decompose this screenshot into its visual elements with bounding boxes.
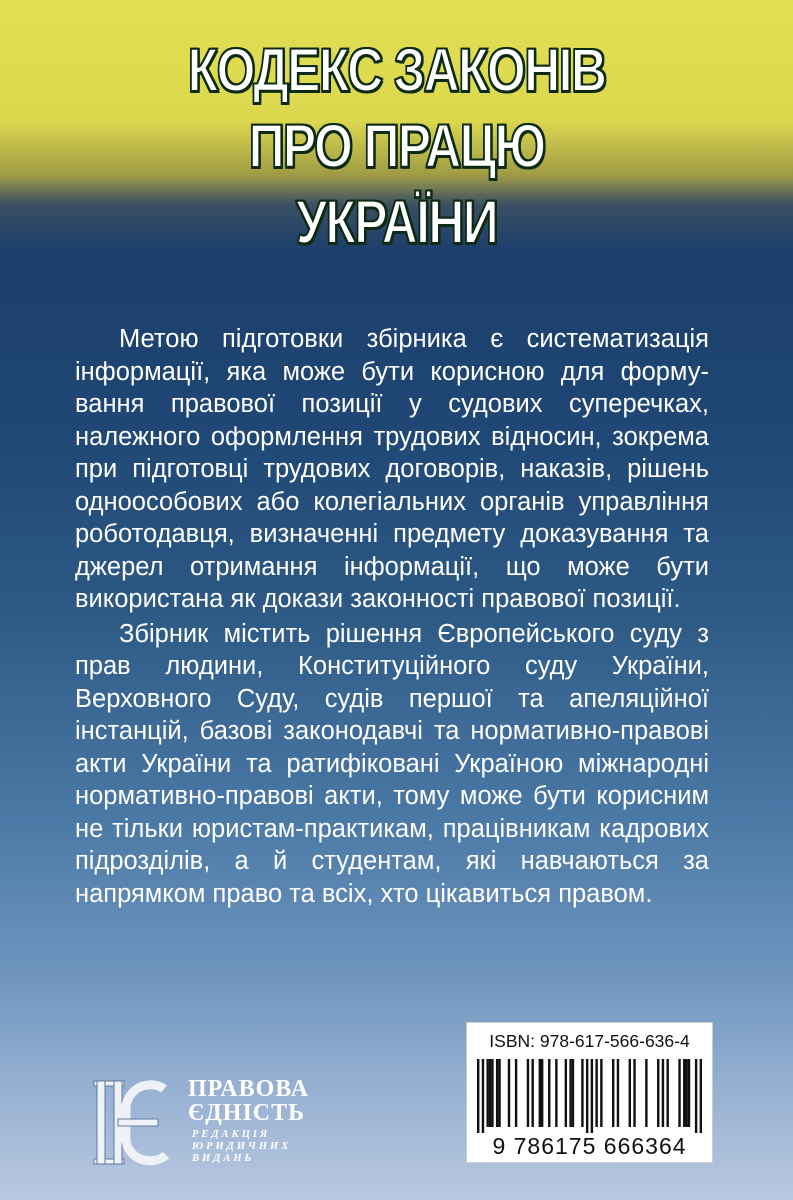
barcode-bar: [688, 1059, 690, 1127]
barcode-bar: [491, 1059, 493, 1127]
isbn-label: ISBN: 978-617-566-636-4: [489, 1031, 690, 1051]
barcode-bar: [539, 1059, 541, 1127]
barcode-bar: [489, 1059, 491, 1127]
barcode-bar: [685, 1059, 687, 1127]
barcode-bar: [569, 1059, 571, 1127]
barcode-bar: [565, 1059, 567, 1127]
barcode-bar: [498, 1059, 500, 1127]
isbn-barcode-box: [466, 1022, 713, 1163]
barcode-bar: [666, 1059, 668, 1127]
title-line-3: УКРАЇНИ: [295, 188, 498, 256]
barcode-bar: [612, 1059, 614, 1127]
barcode-bar: [555, 1059, 557, 1127]
barcode-bar: [633, 1059, 635, 1127]
barcode-bar: [496, 1059, 498, 1127]
barcode-bar: [657, 1059, 659, 1127]
barcode-bar: [548, 1059, 550, 1127]
barcode-bar: [477, 1059, 479, 1133]
title-line-1: КОДЕКС ЗАКОНІВ: [187, 36, 606, 104]
barcode-bar: [678, 1059, 680, 1127]
description-paragraph-2: Збірник містить рішення Європейського суду з прав людини, Конституційного суду України, Верховного Суду, судів першої та апеляційної інстанцій, базові законодавчі та нормативно-правові акти України та ратифіковані Україною міжнародні нормативно-правові акти, тому може бути корисним не тільки юристам-практикам, працівникам кадрових підрозділів, а й студентам, які навчаються за напрямком право та всіх, хто цікавиться правом.: [75, 619, 709, 908]
barcode-bar: [700, 1059, 702, 1133]
barcode-bar: [586, 1059, 588, 1133]
barcode-bar: [645, 1059, 647, 1127]
publisher-name: [188, 1077, 309, 1125]
barcode-bar: [515, 1059, 517, 1127]
barcode-bar: [595, 1059, 597, 1127]
barcode-bar: [683, 1059, 685, 1127]
publisher-logo: [88, 1075, 408, 1170]
publisher-name-line-2: ЄДНІСТЬ: [188, 1100, 306, 1126]
barcode-bar: [662, 1059, 664, 1127]
book-title: [0, 32, 793, 260]
isbn-digits: 9 786175 666364: [492, 1133, 687, 1159]
barcode-bar: [527, 1059, 529, 1127]
publisher-subtitle-line-3: ВИДАНЬ: [192, 1153, 255, 1164]
description-text: [75, 323, 709, 910]
publisher-logo-icon: [88, 1075, 183, 1170]
barcode-bar: [541, 1059, 543, 1127]
barcode-bar: [572, 1059, 574, 1127]
barcode-bar: [508, 1059, 510, 1127]
publisher-name-line-1: ПРАВОВА: [188, 1076, 310, 1102]
barcode-bar: [591, 1059, 593, 1133]
publisher-subtitle-line-2: ЮРИДИЧНИХ: [192, 1141, 292, 1152]
barcode-bar: [581, 1059, 583, 1127]
barcode-bar: [531, 1059, 533, 1127]
barcode-bar: [629, 1059, 631, 1127]
barcode-bar: [486, 1059, 488, 1127]
publisher-subtitle: [192, 1129, 291, 1165]
title-line-2: ПРО ПРАЦЮ: [248, 112, 545, 180]
barcode-bar: [617, 1059, 619, 1127]
barcode-bar: [695, 1059, 697, 1133]
barcode-bar: [600, 1059, 602, 1127]
description-paragraph-1: Метою підготовки збірника є систематизація інформації, яка може бути корисною для формування правової позиції у судових суперечках, належного оформлення трудових відносин, зокрема при підготовці трудових договорів, наказів, рішень одноособових або колегіальних органів управління роботодавця, визначенні предмету доказування та джерел отримання інформації, що може бути використана як докази законності правової позиції.: [75, 325, 709, 613]
barcode-icon: [477, 1059, 702, 1133]
barcode-bar: [482, 1059, 484, 1133]
publisher-subtitle-line-1: РЕДАКЦІЯ: [192, 1129, 271, 1140]
